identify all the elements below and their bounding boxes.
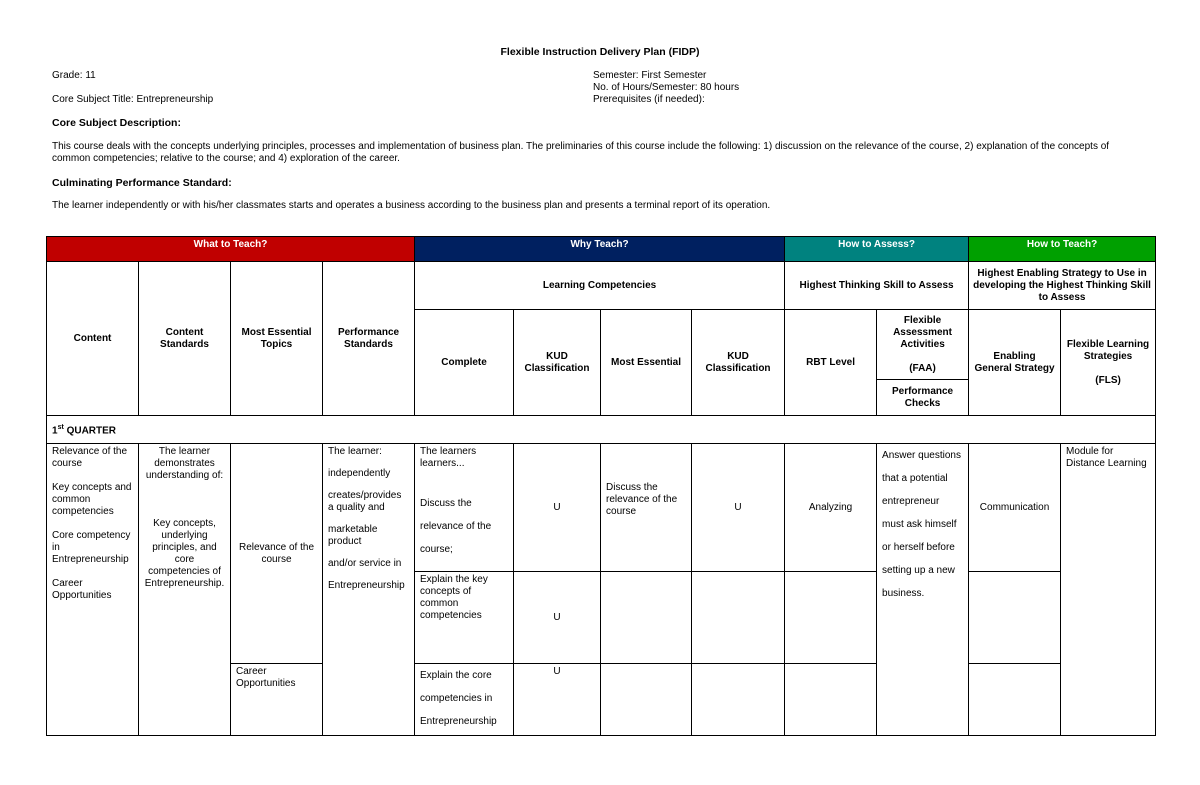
fidp-table [46,236,1156,736]
header-kud-1: KUD Classification [514,310,601,416]
topic-relevance-cell: Relevance of the course [231,444,323,664]
content-item-3: Core competency in Entrepreneurship [52,530,131,565]
rbt-level-cell-3 [785,664,877,736]
enabling-cell-1: Communication [969,444,1061,572]
kud-2-row-1: U [692,444,785,572]
content-standards-cell [139,444,231,736]
description-line-1: This course deals with the concepts underlying principles, processes and implementation of business plan. The preliminaries of this course include the following: 1) discussion on the relevance of the course, 2) explanation of the concepts of [52,141,1110,152]
header-faa-title: Flexible Assessment Activities [893,314,952,350]
prerequisites-label: Prerequisites (if needed): [593,94,705,105]
enabling-cell-3 [969,664,1061,736]
quarter-number: 1 [52,425,58,437]
band-assess: How to Assess? [785,237,969,262]
header-highest-enabling: Highest Enabling Strategy to Use in developing the Highest Thinking Skill to Assess [969,262,1156,310]
performance-line-5: and/or service in [328,558,402,569]
header-rbt-level: RBT Level [785,310,877,416]
topic-career-cell: Career Opportunities [231,664,323,736]
rbt-level-cell: Analyzing [785,444,877,572]
most-essential-cell-1: Discuss the relevance of the course [601,444,692,572]
content-item-2: Key concepts and common competencies [52,482,132,517]
content-standards-intro: The learner demonstrates understanding of: [145,446,224,481]
header-most-essential: Most Essential [601,310,692,416]
fls-cell: Module for Distance Learning [1061,444,1156,736]
header-enabling-general: Enabling General Strategy [969,310,1061,416]
band-why: Why Teach? [415,237,785,262]
standard-heading: Culminating Performance Standard: [52,177,232,189]
complete-cell-1 [415,444,514,572]
standard-text: The learner independently or with his/her classmates starts and operates a business according to the business plan and presents a terminal report of its operation. [52,200,771,211]
header-content: Content [47,262,139,416]
content-item-4: Career Opportunities [52,578,112,601]
complete-cell-3: Explain the core competencies in Entrepreneurship [415,664,514,736]
band-teach: How to Teach? [969,237,1156,262]
header-fls-abbr: (FLS) [1095,374,1121,386]
most-essential-cell-3 [601,664,692,736]
content-cell [47,444,139,736]
band-what: What to Teach? [47,237,415,262]
performance-line-6: Entrepreneurship [328,580,405,591]
document-title: Flexible Instruction Delivery Plan (FIDP) [500,46,700,58]
description-text [52,141,1152,165]
header-most-essential-topics: Most Essential Topics [231,262,323,416]
header-faa-abbr: (FAA) [909,362,936,374]
header-complete: Complete [415,310,514,416]
quarter-label [47,416,1156,444]
kud-2-row-3 [692,664,785,736]
header-row-1 [47,262,1156,310]
complete-1-body: Discuss the relevance of the course; [420,498,492,555]
quarter-text: QUARTER [63,425,117,437]
quarter-row [47,416,1156,444]
header-faa [877,310,969,380]
header-fls [1061,310,1156,416]
performance-line-2: independently [328,468,391,479]
header-highest-thinking: Highest Thinking Skill to Assess [785,262,969,310]
content-standards-body: Key concepts, underlying principles, and core competencies of Entrepreneurship. [144,518,225,589]
header-content-standards: Content Standards [139,262,231,416]
semester-label: Semester: First Semester [593,70,707,81]
rbt-level-cell-2 [785,572,877,664]
performance-line-3: creates/provides a quality and [328,490,402,513]
performance-line-1: The learner: [328,446,382,457]
table-row [47,444,1156,572]
kud-1-row-3: U [514,664,601,736]
kud-1-row-2: U [514,572,601,664]
hours-label: No. of Hours/Semester: 80 hours [593,82,740,93]
kud-1-row-1: U [514,444,601,572]
band-row [47,237,1156,262]
performance-line-4: marketable product [328,524,378,547]
header-fls-title: Flexible Learning Strategies [1066,338,1150,362]
description-line-2: common competencies; relative to the course; and 4) exploration of the career. [52,153,400,164]
header-learning-competencies: Learning Competencies [415,262,785,310]
performance-standards-cell [323,444,415,736]
faa-cell: Answer questions that a potential entrepreneur must ask himself or herself before setting up a new business. [877,444,969,736]
header-performance-checks: Performance Checks [877,380,969,416]
header-kud-2: KUD Classification [692,310,785,416]
enabling-cell-2 [969,572,1061,664]
complete-1-intro: The learners learners... [420,446,477,469]
core-subject-title: Core Subject Title: Entrepreneurship [52,94,214,105]
header-performance-standards: Performance Standards [323,262,415,416]
complete-cell-2: Explain the key concepts of common competencies [415,572,514,664]
kud-2-row-2 [692,572,785,664]
grade-label: Grade: 11 [52,70,96,81]
description-heading: Core Subject Description: [52,117,181,129]
most-essential-cell-2 [601,572,692,664]
quarter-suffix: st [57,423,64,431]
content-item-1: Relevance of the course [52,446,128,469]
